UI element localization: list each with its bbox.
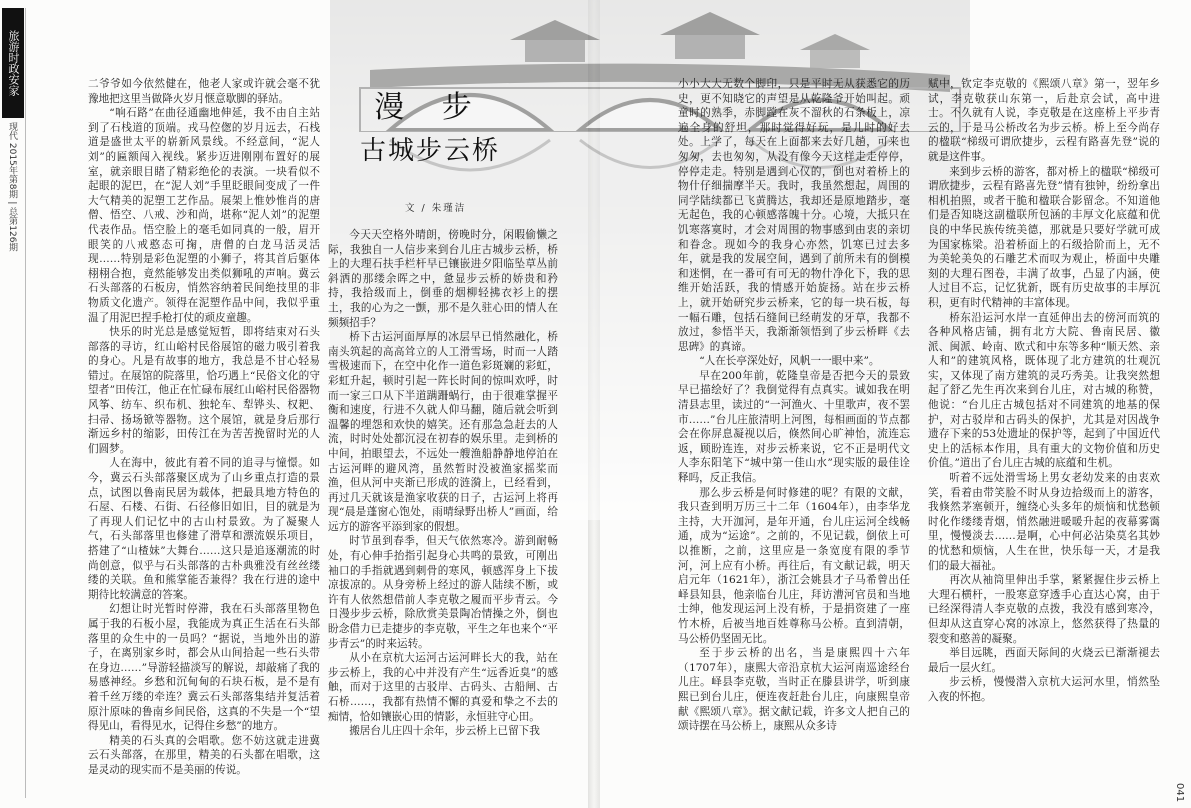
paragraph: 听着不远处滑雪场上男女老幼发来的由衷欢笑，看着由带笑脸不时从身边拾级而上的游客，我倏然茅塞顿开，缠绕心头多年的烦恼和忧愁顿时化作缕缕青烟，悄然融进暖暖升起的夜幕雾霭里，慢慢淡去……是啊，心中何必沾染莫名其妙的忧愁和烦恼，人生在世，快乐每一天，才是我们的最大福祉。 [928,472,1160,572]
section-label: 旅游时政安家 [2,8,24,118]
paragraph: 步云桥，慢慢潜入京杭大运河水里，悄然坠入夜的怀抱。 [928,676,1160,703]
paragraph: 早在200年前，乾隆皇帝是否把今天的景致早已描绘好了？我倒觉得有点真实。诚如我在明清县志里，读过的“一河渔火、十里歌声，夜不罢市……”台儿庄旅清明上河图，每相画面的节点都会在你屏息凝视以后，倏然间心旷神怡，流连忘返，顾盼连连，对步云桥来说，它不正是明代文人李东阳笔下“城中第一佳山水”现实版的最佳诠释吗，反正我信。 [678,369,910,485]
paragraph: 举目远眺，西面天际间的火烧云已渐渐褪去最后一层火红。 [928,647,1160,674]
title-line-2: 古城步云桥 [359,136,500,166]
text-column-1 [88,77,320,778]
article-title [355,82,505,167]
paragraph: 桥东沿运河水岸一直延伸出去的傍河而筑的各种风格店铺，拥有北方大院、鲁南民居、徽派、闽派、岭南、欧式和中东等多种“顺天然、亲人和”的建筑风格，既体现了北方建筑的壮观沉实，又体现了南方建筑的灵巧秀美。让我突然想起了舒乙先生再次来到台儿庄，对古城的称赞，他说：“台儿庄古城包括对不同建筑的地基的保护，对古驳岸和古码头的保护，尤其是对因战争遗存下来的53处遗址的保护等，起到了中国近代史上的活标本作用，具有重大的文物价值和历史价值。”道出了台儿庄古城的底蕴和生机。 [928,311,1160,470]
paragraph: 时节虽到春季，但天气依然寒冷。游到耐畅处，有心伸手抬指引起身心共鸣的景致，可刚出袖口的手指就遇到刺骨的寒风，顿感浑身上下拔凉拔凉的。从身旁桥上经过的游人陆续不断，或许有人依然想借前人李克敬之履而平步青云。今日漫步步云桥，除欣赏美景陶冶情操之外，倒也盼念借力已走捷步的李克敬，平生之年也来个“平步青云”的时来运转。 [328,535,558,650]
paragraph: 来到步云桥的游客，都对桥上的楹联“梯级可谓欣捷步，云程有路喜先登”情有独钟，纷纷拿出相机拍照，或者干脆和楹联合影留念。不知道他们是否知晓这副楹联所包涵的丰厚文化底蕴和优良的中华民族传统美德，那就是只要好学就可成为国家栋梁。沿着桥面上的石级拾阶而上，无不为美轮美奂的石雕艺术而叹为观止，桥面中央雕刻的大理石图卷，丰满了故事，凸显了内涵，使人过目不忘，记忆犹新，既有历史故事的丰厚沉积，更有时代精神的丰富体现。 [928,165,1160,309]
paragraph: 人在海中，彼此有着不同的追寻与憧憬。如今，冀云石头部落聚区成为了山乡重点打造的景点，试图以鲁南民居为载体，把最具地方特色的石屋、石楼、石街、石径修旧如旧，目的就是为了再现人们记忆中的古山村景致。为了凝聚人气，石头部落里也修建了滑草和漂流娱乐项目，搭建了“山楂妹”大舞台……这只是追逐潮流的时尚创意，似乎与石头部落的古朴典雅没有丝丝缕缕的关联。鱼和熊掌能否兼得？我在行进的途中期待比较满意的答案。 [88,457,320,601]
paragraph: 小小大大无数个脚印，只是平时无从获悉它的历史，更不知晓它的声望是从乾隆爷开始叫起。顽童时的熟季，赤脚蹚在灰不溜秋的石条板上，凉遍全身的舒坦，那时觉得好玩，是儿时的好去处。上学了，每天在上面都来去好几趟，可来也匆匆，去也匆匆，从没有像今天这样走走停停，停停走走。特别是遇到心仪的，倒也对着桥上的物什仔细揣摩半天。我时，我虽然想起，周围的同学陆续都已飞黄腾达，我却还是原地踏步，毫无起色，我的心顿感落魄十分。心境，大抵只在饥寒落寞时，才会对周围的物事感到由衷的亲切和眷念。现如今的我身心亦然，饥寒已过去多年，就是我的发展空间，遇到了前所未有的倒模和迷惘，在一番可有可无的物什净化下，我的思维开始活跃，我的情感开始旋扬。站在步云桥上，就开始研究步云桥来，它的每一块石板，每一幅石雕，包括石缝间已经萌发的牙草，我都不放过，参悟半天，我渐渐领悟到了步云桥畔《去思碑》的真谛。 [678,78,910,353]
paragraph: “人在长亭深处好，风帆一一眼中来”。 [699,355,880,368]
paragraph: 今天天空格外晴朗，傍晚时分，闲暇偷懒之际，我独自一人信步来到台儿庄古城步云桥，桥上的大理石扶手栏杆早已镶嵌进夕阳临坠草丛前斜洒的那缕余晖之中，惫显步云桥的娇贵和矜持，我拾级而上，倒垂的烟柳轻拂衣衫上的摆土，我的心为之一颤，那不是久驻心田的情人在频频招手？ [328,229,558,329]
paragraph: 那么步云桥是何时修建的呢？有限的文献，我只查到明万历三十二年（1604年），由李华龙主持，大开泇河，是年开通，台儿庄运河全线畅通，成为“运途”。之前的，不见记载，倒依上可以推断，之前，这里应是一条宽度有限的季节河，河上应有小桥。再往后，有文献记载，明天启元年（1621年），浙江会姚县才子马希曾出任峄县知县，他亲临台儿庄，拜访漕河官员和当地士绅，他发现运河上没有桥，于是捐资建了一座竹木桥，后被当地百姓尊称马公桥。直到清朝，马公桥仍坚固无比。 [678,486,910,645]
text-column-4 [928,77,1160,705]
paragraph: 精美的石头真的会唱歌。您不妨这就走进冀云石头部落，在那里，精美的石头都在唱歌，这是灵动的现实而不是美丽的传说。 [88,734,320,776]
paragraph: 幻想让时光暂时停滞，我在石头部落里物色属于我的石板小屋，我能成为真正生活在石头部落里的众生中的一员吗？“据说，当地外出的游子，在离别家乡时，都会从山间拾起一些石头带在身边……”导游轻描淡写的解说，却敲痛了我的易感神经。乡愁和沉甸甸的石块石板，是不是有着千丝万缕的牵连？冀云石头部落集结并复活着原汁原味的鲁南乡间民俗，这真的不失是一个“望得见山，看得见水，记得住乡愁”的地方。 [88,603,320,733]
paragraph: 赋中，钦定李克敬的《熙颂八章》第一，翌年乡试，李克敬获山东第一，后赴京会试，高中进士。不久就有人说，李克敬是在这座桥上平步青云的，于是马公桥改名为步云桥。桥上至今尚存的楹联“梯级可谓欣捷步，云程有路喜先登”说的就是这件事。 [928,78,1160,163]
paragraph: 再次从袖筒里伸出手掌，紧紧握住步云桥上大理石横杆，一股寒意穿透手心直达心窝，由于已经深得清人李克敬的点拨，我没有感到寒冷，但却从这直穿心窝的冰凉上，悠然获得了热量的裂变和憨善的凝聚。 [928,574,1160,645]
side-divider [25,8,26,798]
paragraph: 至于步云桥的出名，当是康熙四十六年（1707年），康熙大帝沿京杭大运河南巡途经台儿庄。峄县李克敬，当时正在滕县讲学，听到康熙已到台儿庄，便连夜赶赴台儿庄，向康熙皇帝献《熙颂八章》。据文献记载，许多文人把自己的颂诗摆在马公桥上，康熙从众多诗 [678,647,910,733]
left-side-strip [0,0,28,808]
title-line-1: 漫 步 [374,90,486,125]
page-number-right: 041 [1174,782,1185,802]
paragraph: 桥下古运河面厚厚的冰层早已悄然融化，桥南头筑起的高高耸立的人工滑雪场，时而一人踏雪极速而下，在空中化作一道色彩斑斓的彩虹，彩虹升起，顿时引起一阵长时间的惊叫欢呼，时而一家三口从下半道蹒跚蜗行，由于很难掌握平衡和速度，行进不久就人仰马翻，随后就会听到温馨的埋怨和欢快的嬉笑。还有那急急赶去的人流，时时处处都沉浸在初春的娱乐里。走到桥的中间，拍眼望去，不远处一艘渔船静静地停泊在古运河畔的避风湾，虽然暂时没被渔家摇桨而渔，但从河中夹渐已形成的涟漪上，已经看到，再过几天就该是渔家收获的日子，古运河上将再现“晨是蓬窗心饱处，雨晴绿野出桥人”画面，给远方的游客平添到家的假想。 [328,331,558,533]
issue-info: 现代 2015年第8期 | 总第126期 [7,122,17,252]
text-column-2 [328,228,558,739]
paragraph: 二爷爷如今依然健在，他老人家或许就会毫不犹豫地把这里当做降火岁月惬意歇脚的驿站。 [88,78,320,105]
text-column-3 [678,77,910,734]
paragraph: 搬居台儿庄四十余年，步云桥上已留下我 [349,725,540,738]
author-byline: 文 / 朱瑾洁 [405,203,467,214]
paragraph: “响石路”在曲径通幽地伸延，我不由自主站到了石栈道的顶端。戎马倥偬的岁月远去，石栈道是盛世太平的崭新风景线。不经意间，“泥人刘”的匾额闯入视线。紧步迈进刚刚布置好的展室，就亲眼目睹了精彩绝伦的表演。一块看似不起眼的泥巴，在“泥人刘”手里眨眼间变成了一件大气精美的泥塑工艺作品。展架上惟妙惟肖的唐僧、悟空、八戒、沙和尚，堪称“泥人刘”的泥塑代表作品。悟空脸上的毫毛如同真的一般，眉开眼笑的八戒憨态可掬，唐僧的白龙马活灵活现……特别是彩色泥塑的小狮子，将其首后躯体栩栩合抱，竟然能够发出类似狮吼的声响。冀云石头部落的石板房，悄然容纳着民间绝技里的非物质文化遗产。领得在泥塑作品中间，我似乎重温了用泥巴捏手枪打仗的顽皮童趣。 [88,107,320,324]
paragraph: 从小在京杭大运河古运河畔长大的我，站在步云桥上，我的心中并没有产生“远香近臭”的感触，而对于这里的古驳岸、古码头、古船闸、古石桥……，我都有热情不懈的真爱和挚之不去的痴情，恰如镶嵌心田的情影，永恒驻守心田。 [328,652,558,723]
paragraph: 快乐的时光总是感觉短暂，即将结束对石头部落的寻访，红山峪村民俗展馆的磁力吸引着我的身心。凡是有故事的地方，我总是不甘心轻易错过。在展馆的院落里，恰巧遇上“民俗文化的守望者”田传江，他正在忙碌布展红山峪村民俗器物风筝、纺车、织布机、独轮车、犁铧头、权耙、扫帚、扬场锨等器物。这个展馆，就是身后那行渐远乡村的缩影，田传江在为苦苦挽留时光的人们圆梦。 [88,326,320,455]
